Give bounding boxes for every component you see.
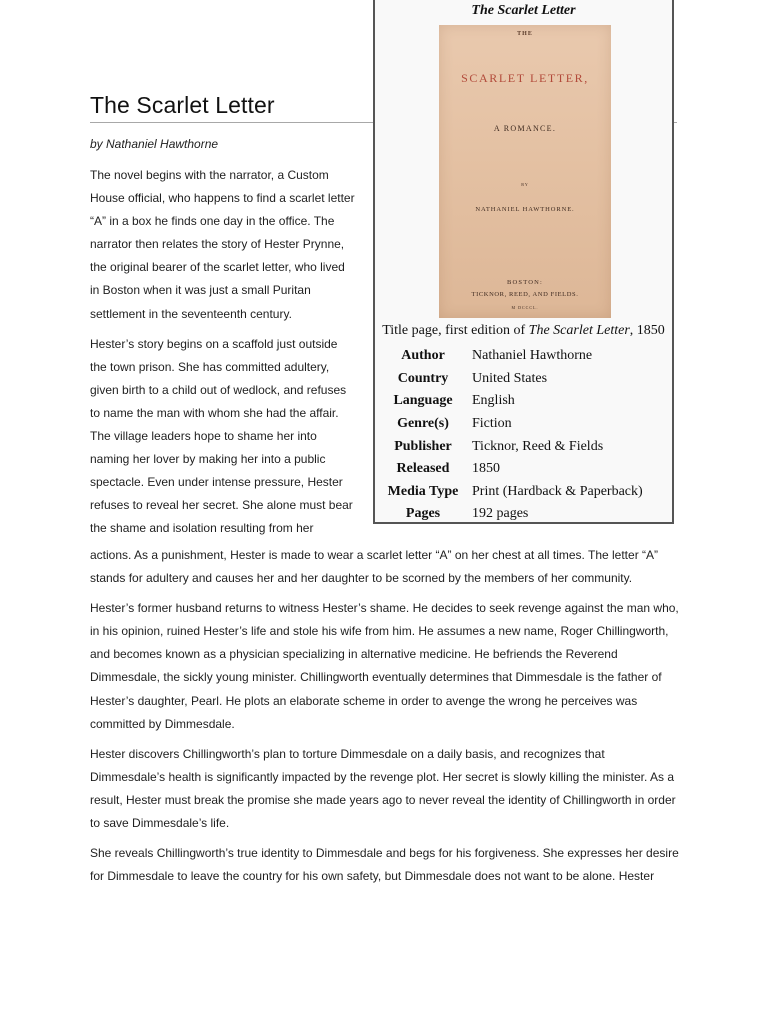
paragraph-line: committed by Dimmesdale.	[90, 716, 235, 731]
row-label: Author	[401, 348, 445, 364]
caption-suffix: , 1850	[629, 323, 665, 338]
byline: by Nathaniel Hawthorne	[90, 137, 219, 151]
narrow-text-column	[90, 164, 362, 541]
paragraph-line: refuses to reveal her secret. She alone must bear	[90, 498, 353, 513]
paragraph-line: settlement in the seventeenth century.	[90, 306, 292, 321]
table-row	[383, 503, 643, 526]
table-row	[383, 413, 643, 436]
paragraph-line: The novel begins with the narrator, a Custom	[90, 168, 329, 182]
paragraph-line: naming her lover by making her into a public	[90, 452, 326, 467]
paragraph-line: Hester’s story begins on a scaffold just outside	[90, 336, 338, 351]
paragraph-line: The village leaders hope to shame her into	[90, 429, 317, 444]
book-infobox	[373, 0, 674, 524]
cover-line-year: M DCCCL.	[511, 305, 539, 310]
paragraph-line: Dimmesdale’s health is significantly impacted by the revenge plot. Her secret is slowly killing the minister. As a	[90, 769, 675, 784]
infobox-heading: The Scarlet Letter	[471, 3, 576, 18]
cover-line-title: SCARLET LETTER,	[461, 71, 589, 85]
paragraph-line: given birth to a child out of wedlock, and refuses	[90, 382, 347, 397]
paragraph-line: the town prison. She has committed adultery,	[90, 359, 330, 374]
paragraph-full	[90, 743, 680, 835]
row-value: Nathaniel Hawthorne	[472, 348, 593, 364]
row-value: Print (Hardback & Paperback)	[472, 483, 643, 499]
table-row	[383, 368, 643, 391]
paragraph-line: for Dimmesdale to leave the country for his own safety, but Dimmesdale does not want to be alone. Hester	[90, 869, 655, 884]
table-row	[383, 435, 643, 458]
row-value: Ticknor, Reed & Fields	[472, 438, 604, 454]
paragraph-line: House official, who happens to find a scarlet letter	[90, 191, 355, 206]
row-value: English	[472, 393, 515, 409]
paragraph-line: Hester’s daughter, Pearl. He plots an elaborate scheme in order to avenge the wrong he perceives was	[90, 693, 638, 708]
row-label: Language	[393, 393, 453, 409]
cover-line-subtitle: A ROMANCE.	[493, 124, 557, 133]
row-label: Released	[396, 461, 450, 477]
full-text-column	[90, 544, 680, 888]
row-label: Media Type	[387, 483, 459, 499]
cover-line-city: BOSTON:	[506, 279, 544, 286]
paragraph-line: spectacle. Even under intense pressure, Hester	[90, 475, 343, 490]
title-page-image	[439, 25, 611, 318]
paragraph-line: to name the man with whom she had the affair.	[90, 405, 339, 420]
paragraph-full	[90, 842, 680, 888]
cover-line-by: BY	[521, 182, 529, 187]
cover-line-publisher: TICKNOR, REED, AND FIELDS.	[471, 291, 579, 298]
cover-line-the: THE	[517, 31, 533, 37]
row-value: Fiction	[472, 416, 512, 432]
row-value: 192 pages	[472, 506, 529, 522]
paragraph-line: Hester discovers Chillingworth’s plan to torture Dimmesdale on a daily basis, and recognizes that	[90, 746, 605, 761]
table-row	[383, 481, 643, 504]
paragraph-line: and becomes known as a physician specializing in alternative medicine. He befriends the Reverend	[90, 647, 618, 662]
paragraph-line: the shame and isolation resulting from her	[90, 521, 314, 536]
table-row	[383, 390, 643, 413]
paragraph-line: result, Hester must break the promise she made years ago to never reveal the identity of Chillingworth in order	[90, 792, 676, 807]
table-row	[383, 345, 643, 368]
row-label: Publisher	[394, 438, 452, 454]
paragraph-line: in his opinion, ruined Hester’s life and stole his wife from him. He assumes a new name, Roger Chillingworth,	[90, 624, 669, 639]
paragraph-narrow	[90, 164, 362, 326]
book-details-table	[383, 345, 643, 526]
row-value: 1850	[472, 461, 500, 477]
paragraph-line: Dimmesdale, the sickly young minister. Chillingworth eventually determines that Dimmesdale is the father of	[90, 670, 662, 685]
table-row	[383, 458, 643, 481]
paragraph-line: “A” in a box he finds one day in the office. The	[90, 214, 335, 229]
paragraph-full	[90, 597, 680, 736]
paragraph-line: actions. As a punishment, Hester is made to wear a scarlet letter “A” on her chest at all times. The letter “A”	[90, 548, 659, 562]
paragraph-line: to save Dimmesdale’s life.	[90, 816, 230, 831]
paragraph-line: She reveals Chillingworth’s true identity to Dimmesdale and begs for his forgiveness. She expresses her desire	[90, 846, 679, 861]
paragraph-line: Hester’s former husband returns to witness Hester’s shame. He decides to seek revenge against the man who,	[90, 601, 679, 616]
row-label: Country	[397, 370, 449, 386]
caption-book-title: The Scarlet Letter	[528, 323, 630, 338]
row-label: Pages	[405, 506, 441, 522]
caption-prefix: Title page, first edition of	[382, 323, 529, 338]
page-title: The Scarlet Letter	[90, 92, 275, 118]
row-value: United States	[472, 370, 548, 386]
cover-line-author: NATHANIEL HAWTHORNE.	[475, 206, 575, 213]
paragraph-line: stands for adultery and causes her and her daughter to be scorned by the members of her community.	[90, 571, 633, 586]
paragraph-line: the original bearer of the scarlet letter, who lived	[90, 260, 345, 275]
paragraph-narrow	[90, 333, 362, 541]
paragraph-line: narrator then relates the story of Hester Prynne,	[90, 237, 345, 252]
image-caption	[375, 323, 672, 339]
row-label: Genre(s)	[397, 416, 449, 432]
paragraph-line: in Boston when it was just a small Puritan	[90, 283, 311, 298]
paragraph-full	[90, 544, 680, 590]
